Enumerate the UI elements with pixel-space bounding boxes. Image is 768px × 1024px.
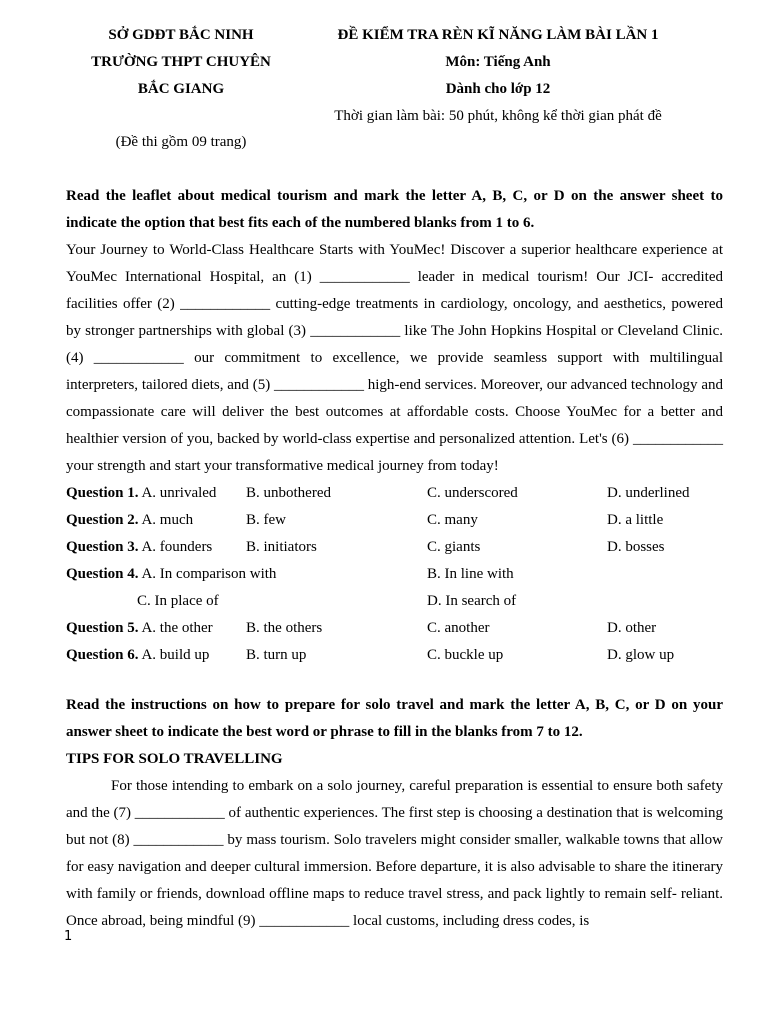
option-d: D. underlined: [607, 485, 690, 501]
option-b: B. turn up: [246, 647, 307, 663]
option-c: C. another: [427, 620, 490, 636]
question-row: [66, 642, 723, 669]
section2-passage: For those intending to embark on a solo journey, careful preparation is essential to ensure both safety and the (7) ____________ of authentic experiences. The first step is choosing a destination that is welcoming but not (8) ____________ by mass tourism. Solo travelers might consider smaller, walkable towns that allow for easy navigation and deeper cultural immersion. Before departure, it is also advisable to share the itinerary with family or friends, download offline maps to reduce travel stress, and pack lightly to remain self- reliant. Once abroad, being mindful (9) ____________ local customs, including dress codes, is: [66, 778, 723, 929]
question-row: [66, 507, 723, 534]
question-label: Question 2.: [66, 512, 139, 528]
exam-header: [318, 22, 678, 130]
option-b: B. unbothered: [246, 485, 331, 501]
question-row: [66, 615, 723, 642]
option-d: D. glow up: [607, 647, 675, 663]
question-label: Question 6.: [66, 647, 139, 663]
school-name-line2: BẮC GIANG: [137, 81, 225, 97]
option-b: B. In line with: [427, 566, 514, 582]
option-c: C. many: [427, 512, 478, 528]
question-label: Question 1.: [66, 485, 139, 501]
option-b: B. few: [246, 512, 286, 528]
option-b: B. the others: [246, 620, 323, 636]
question-row: [66, 534, 723, 561]
exam-content: [66, 183, 723, 935]
option-d: D. a little: [607, 512, 664, 528]
option-a: A. founders: [141, 539, 213, 555]
section1-instruction: Read the leaflet about medical tourism and mark the letter A, B, C, or D on the answer sheet to indicate the option that best fits each of the numbered blanks from 1 to 6.: [66, 188, 723, 231]
exam-grade: Dành cho lớp 12: [445, 81, 551, 97]
section2-title: TIPS FOR SOLO TRAVELLING: [66, 751, 283, 767]
option-d: D. bosses: [607, 539, 665, 555]
option-b: B. initiators: [246, 539, 317, 555]
section1-passage: Your Journey to World-Class Healthcare Starts with YouMec! Discover a superior healthcare experience at YouMec International Hospital, an (1) ____________ leader in medical tourism! Our JCI- accredited facilities offer (2) ____________ cutting-edge treatments in cardiology, oncology, and aesthetics, powered by stronger partnerships with global (3) ____________ like The John Hopkins Hospital or Cleveland Clinic. (4) ____________ our commitment to excellence, we provide seamless support with multilingual interpreters, tailored diets, and (5) ____________ high-end services. Moreover, our advanced technology and compassionate care will deliver the best outcomes at affordable costs. Choose YouMec for a better and healthier version of you, backed by world-class expertise and personalized attention. Let's (6) ____________ your strength and start your transformative medical journey from today!: [66, 242, 723, 474]
option-c: C. In place of: [137, 593, 219, 609]
question-row-continued: [66, 588, 723, 615]
option-c: C. buckle up: [427, 647, 504, 663]
option-c: C. giants: [427, 539, 481, 555]
exam-time: Thời gian làm bài: 50 phút, không kể thời gian phát đề: [334, 108, 662, 124]
question-label: Question 4.: [66, 566, 139, 582]
option-c: C. underscored: [427, 485, 518, 501]
option-d: D. other: [607, 620, 657, 636]
school-name-line1: TRƯỜNG THPT CHUYÊN: [91, 54, 271, 70]
option-a: A. build up: [141, 647, 210, 663]
section-spacer: [66, 669, 723, 692]
page-number: 1: [64, 929, 73, 944]
question-row: [66, 561, 723, 588]
option-d: D. In search of: [427, 593, 517, 609]
question-label: Question 3.: [66, 539, 139, 555]
school-header: [66, 22, 296, 156]
option-a: A. much: [141, 512, 194, 528]
exam-title: ĐỀ KIỂM TRA RÈN KĨ NĂNG LÀM BÀI LẦN 1: [337, 27, 659, 43]
option-a: A. In comparison with: [141, 566, 277, 582]
department-name: SỞ GDĐT BẮC NINH: [108, 27, 254, 43]
exam-subject: Môn: Tiếng Anh: [445, 54, 551, 70]
question-row: [66, 480, 723, 507]
question-label: Question 5.: [66, 620, 139, 636]
pages-note: (Đề thi gồm 09 trang): [115, 134, 247, 150]
option-a: A. the other: [141, 620, 213, 636]
option-a: A. unrivaled: [141, 485, 217, 501]
section2-instruction: Read the instructions on how to prepare for solo travel and mark the letter A, B, C, or D on your answer sheet to indicate the best word or phrase to fill in the blanks from 7 to 12.: [66, 697, 723, 740]
